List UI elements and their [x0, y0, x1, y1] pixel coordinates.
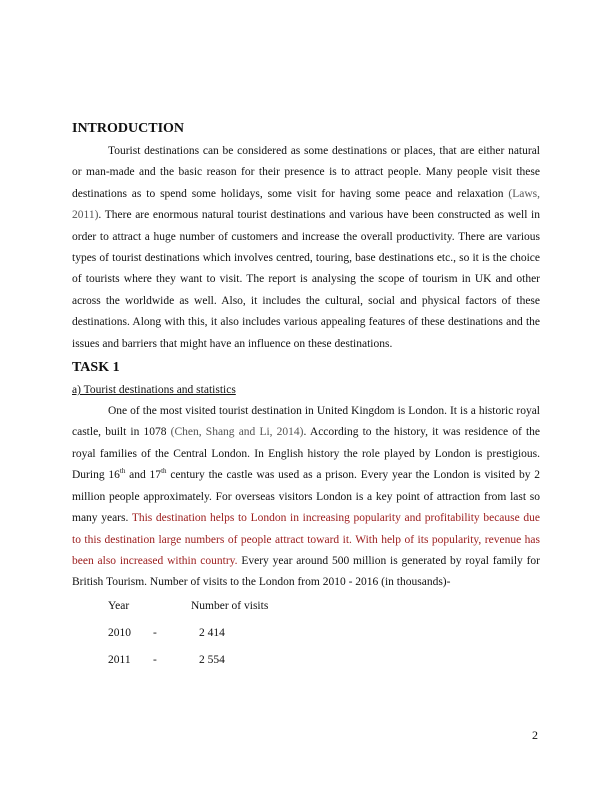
- stats-year: 2010: [108, 626, 131, 639]
- citation-laws: (Laws, 2011): [72, 187, 540, 222]
- task1-text-part3: and 17: [125, 469, 162, 482]
- task1-subheading: a) Tourist destinations and statistics: [72, 384, 236, 397]
- stats-header-row: [72, 600, 540, 627]
- page-content: [72, 119, 540, 681]
- introduction-text-part1: Tourist destinations can be considered as some destinations or places, that are either natural or man-made and the basic reason for their presence is to attract people. Many people visit these destinations as to spend some holidays, some visit for having some peace and relaxation: [72, 145, 540, 200]
- stats-header-year: Year: [108, 599, 130, 612]
- stats-row: [72, 627, 540, 654]
- task1-heading: TASK 1: [72, 360, 120, 376]
- task1-text-part5: Every year around 500 million is generated by royal family for British Tourism. Number of visits to the London from 2010 - 2016 (in thousands)-: [72, 554, 540, 589]
- introduction-paragraph: [72, 141, 540, 355]
- task1-text-part4: century the castle was used as a prison. Every year the London is visited by 2 million people approximately. For overseas visitors London is a key point of attraction from last so many years.: [72, 469, 540, 525]
- stats-row: [72, 654, 540, 681]
- task1-paragraph: [72, 401, 540, 594]
- introduction-text-part2: . There are enormous natural tourist destinations and various have been constructed as well in order to attract a huge number of customers and increase the overall productivity. There are various types of tourist destinations which involves centred, touring, base destinations etc., so it is the choice of tourists where they want to visit. The report is analysing the scope of tourism in UK and other across the worldwide as well. Also, it includes the cultural, social and physical factors of these destinations. Along with this, it also includes various appealing features of these destinations and the issues and barriers that might have an influence on these destinations.: [72, 209, 540, 350]
- superscript-th-2: th: [161, 467, 167, 476]
- stats-value: 2 554: [199, 653, 225, 666]
- citation-chen: (Chen, Shang and Li, 2014): [170, 426, 304, 439]
- highlighted-red-text: This destination helps to London in increasing popularity and profitability because due to this destination large numbers of people attract toward it. With help of its popularity, revenue has been also increased within country.: [72, 512, 540, 567]
- superscript-th-1: th: [119, 467, 126, 476]
- stats-header-visits: Number of visits: [191, 599, 269, 612]
- task1-text-part2: . According to the history, it was residence of the royal families of the Central London. In English history the role played by London is prestigious. During 16: [72, 426, 540, 482]
- introduction-heading: INTRODUCTION: [72, 121, 185, 136]
- task1-text-part1: One of the most visited tourist destination in United Kingdom is London. It is a historic royal castle, built in 1078: [72, 405, 540, 439]
- visits-statistics: [72, 600, 540, 681]
- stats-dash: -: [153, 653, 157, 666]
- page-number: 2: [532, 728, 538, 742]
- stats-dash: -: [153, 626, 157, 639]
- stats-year: 2011: [108, 653, 131, 666]
- stats-value: 2 414: [199, 626, 225, 639]
